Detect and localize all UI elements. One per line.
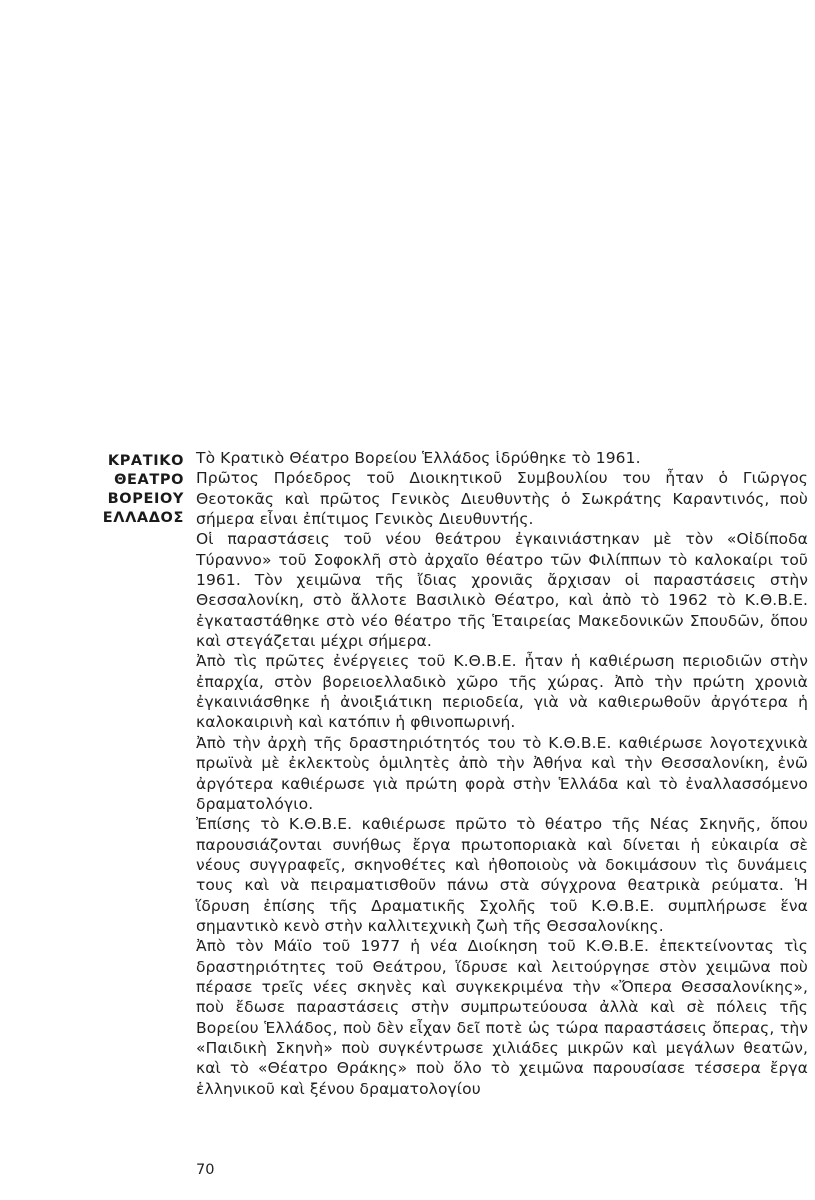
heading-line-3: ΒΟΡΕΙΟΥ [107, 491, 184, 507]
heading-line-1: ΚΡΑΤΙΚΟ [107, 453, 184, 469]
heading-line-4: ΕΛΛΑΔΟΣ [102, 510, 184, 526]
section-heading [60, 452, 184, 528]
paragraph-new-scenes-1977: Ἀπὸ τὸν Μάϊο τοῦ 1977 ἡ νέα Διοίκηση τοῦ Κ.Θ.Β.Ε. ἐπεκτείνοντας τὶς δραστηριότητες τοῦ Θεάτρου, ἵδρυσε καὶ λειτούργησε στὸν χειμῶνα ποὺ πέρασε τρεῖς νέες σκηνὲς καὶ συγκεκριμένα τὴν «Ὄπερα Θεσσαλονίκης», ποὺ ἔδωσε παραστάσεις στὴν συμπρωτεύουσα ἀλλὰ καὶ σὲ πόλεις τῆς Βορείου Ἑλλάδος, ποὺ δὲν εἶχαν δεῖ ποτὲ ὡς τώρα παραστάσεις ὄπερας, τὴν «Παιδικὴ Σκηνὴ» ποὺ συγκέντρωσε χιλιάδες μικρῶν καὶ μεγάλων θεατῶν, καὶ τὸ «Θέατρο Θράκης» ποὺ ὅλο τὸ χειμῶνα παρουσίασε τέσσερα ἔργα ἑλληνικοῦ καὶ ξένου δραματολογίου [196, 937, 808, 1098]
paragraph-new-stage: Ἐπίσης τὸ Κ.Θ.Β.Ε. καθιέρωσε πρῶτο τὸ θέατρο τῆς Νέας Σκηνῆς, ὅπου παρουσιάζονται συνήθως ἔργα πρωτοποριακὰ καὶ δίνεται ἡ εὐκαιρία σὲ νέους συγγραφεῖς, σκηνοθέτες καὶ ἠθοποιοὺς νὰ δοκιμάσουν τὶς δυνάμεις τους καὶ νὰ πειραματισθοῦν πάνω στὰ σύγχρονα θεατρικὰ ρεύματα. Ἡ ἵδρυση ἐπίσης τῆς Δραματικῆς Σχολῆς τοῦ Κ.Θ.Β.Ε. συμπλήρωσε ἕνα σημαντικὸ κενὸ στὴν καλλιτεχνικὴ ζωὴ τῆς Θεσσαλονίκης. [196, 815, 808, 935]
paragraph-founding: Τὸ Κρατικὸ Θέατρο Βορείου Ἑλλάδος ἱδρύθηκε τὸ 1961. [196, 449, 641, 467]
paragraph-first-president: Πρῶτος Πρόεδρος τοῦ Διοικητικοῦ Συμβουλίου του ἦταν ὁ Γιῶργος Θεοτοκᾶς καὶ πρῶτος Γενικὸς Διευθυντὴς ὁ Σωκράτης Καραντινός, ποὺ σήμερα εἶναι ἐπίτιμος Γενικὸς Διευθυντής. [196, 469, 808, 529]
page-number: 70 [196, 1162, 215, 1178]
paragraph-first-performances: Οἱ παραστάσεις τοῦ νέου θεάτρου ἐγκαινιάστηκαν μὲ τὸν «Οἰδίποδα Τύραννο» τοῦ Σοφοκλῆ στὸ ἀρχαῖο θέατρο τῶν Φιλίππων τὸ καλοκαίρι τοῦ 1961. Τὸν χειμῶνα τῆς ἴδιας χρονιᾶς ἄρχισαν οἱ παραστάσεις στὴν Θεσσαλονίκη, στὸ ἄλλοτε Βασιλικὸ Θέατρο, καὶ ἀπὸ τὸ 1962 τὸ Κ.Θ.Β.Ε. ἐγκαταστάθηκε στὸ νέο θέατρο τῆς Ἑταιρείας Μακεδονικῶν Σπουδῶν, ὅπου καὶ στεγάζεται μέχρι σήμερα. [196, 530, 808, 651]
body-text [196, 448, 808, 1099]
heading-line-2: ΘΕΑΤΡΟ [114, 472, 184, 488]
paragraph-literary-mornings: Ἀπὸ τὴν ἀρχὴ τῆς δραστηριότητός του τὸ Κ.Θ.Β.Ε. καθιέρωσε λογοτεχνικὰ πρωϊνὰ μὲ ἐκλεκτοὺς ὁμιλητὲς ἀπὸ τὴν Ἀθήνα καὶ τὴν Θεσσαλονίκη, ἐνῶ ἀργότερα καθιέρωσε γιὰ πρώτη φορὰ στὴν Ἑλλάδα καὶ τὸ ἐναλλασσόμενο δραματολόγιο. [196, 733, 808, 813]
paragraph-provincial-tours: Ἀπὸ τὶς πρῶτες ἐνέργειες τοῦ Κ.Θ.Β.Ε. ἦταν ἡ καθιέρωση περιοδιῶν στὴν ἐπαρχία, στὸν βορειοελλαδικὸ χῶρο τῆς χώρας. Ἀπὸ τὴν πρώτη χρονιὰ ἐγκαινιάσθηκε ἡ ἀνοιξιάτικη περιοδεία, γιὰ νὰ καθιερωθοῦν ἀργότερα ἡ καλοκαιρινὴ καὶ κατόπιν ἡ φθινοπωρινή. [196, 652, 808, 732]
